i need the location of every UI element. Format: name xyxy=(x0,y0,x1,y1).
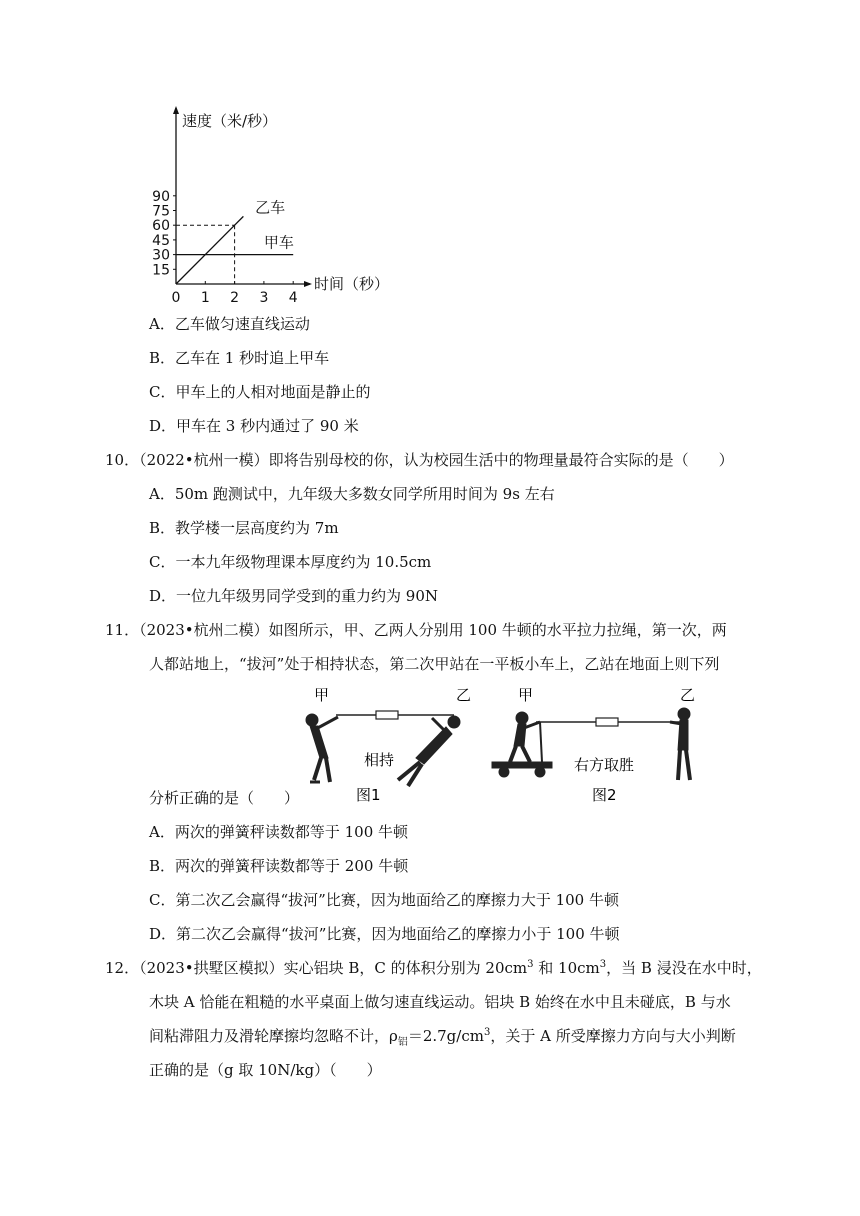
fig1-caption: 图1 xyxy=(356,786,381,804)
y-tick-label: 30 xyxy=(152,247,170,264)
q12-stem-line4: 正确的是（g 取 10N/kg）（ ） xyxy=(149,1061,382,1079)
q9-option-d: D．甲车在 3 秒内通过了 90 米 xyxy=(149,417,359,435)
q12-stem-line2: 木块 A 恰能在粗糙的水平桌面上做匀速直线运动。铝块 B 始终在水中且未碰底，B 与水 xyxy=(149,993,731,1011)
y-axis-title: 速度（米/秒） xyxy=(182,112,278,130)
q11-option-a: A．两次的弹簧秤读数都等于 100 牛顿 xyxy=(149,823,409,841)
series-label-yi: 乙车 xyxy=(255,198,286,217)
x-tick-label: 4 xyxy=(288,290,298,305)
q11-option-b: B．两次的弹簧秤读数都等于 200 牛顿 xyxy=(149,857,409,875)
q9-option-c: C．甲车上的人相对地面是静止的 xyxy=(149,383,371,401)
person-yi-icon xyxy=(398,716,460,786)
person-yi-standing-icon xyxy=(670,708,690,780)
fig2-person-yi-label: 乙 xyxy=(680,686,696,704)
fig1-person-yi-label: 乙 xyxy=(456,686,472,704)
q11-stem-line3: 分析正确的是（ ） xyxy=(149,789,300,807)
q11-option-c: C．第二次乙会赢得“拔河”比赛，因为地面给乙的摩擦力大于 100 牛顿 xyxy=(149,891,619,909)
fig2-status-label: 右方取胜 xyxy=(574,756,635,774)
fig2-person-jia-label: 甲 xyxy=(518,686,534,704)
x-tick-label: 1 xyxy=(200,290,210,305)
q9-option-b: B．乙车在 1 秒时追上甲车 xyxy=(149,349,330,367)
series-label-jia: 甲车 xyxy=(263,233,294,252)
spring-scale-icon xyxy=(596,718,618,726)
tug-of-war-figure xyxy=(296,682,716,810)
x-tick-label: 0 xyxy=(171,290,181,305)
q11-stem-line2: 人都站地上，“拔河”处于相持状态，第二次甲站在一平板小车上，乙站在地面上则下列 xyxy=(149,655,720,673)
q9-option-a: A．乙车做匀速直线运动 xyxy=(149,315,310,333)
figure-2 xyxy=(492,686,695,804)
fig1-person-jia-label: 甲 xyxy=(314,686,330,704)
q10-option-a: A．50m 跑测试中，九年级大多数女同学所用时间为 9s 左右 xyxy=(149,485,555,503)
q10-option-c: C．一本九年级物理课本厚度约为 10.5cm xyxy=(149,553,432,571)
q10-stem: 10．（2022•杭州一模）即将告别母校的你，认为校园生活中的物理量最符合实际的是（ ） xyxy=(105,451,734,469)
chart-plot-area xyxy=(152,106,389,305)
q11-stem-line1: 11．（2023•杭州二模）如图所示，甲、乙两人分别用 100 牛顿的水平拉力拉绳，第一次，两 xyxy=(105,621,727,639)
q12-stem-line3: 间粘滞阻力及滑轮摩擦均忽略不计，$\rho_铝=2.7g/cm^3$，关于 A 所受摩擦力方向与大小判断 xyxy=(149,1027,736,1048)
spring-scale-icon xyxy=(376,711,398,719)
y-tick-label: 45 xyxy=(152,232,170,249)
x-tick-label: 3 xyxy=(259,290,269,305)
y-tick-label: 75 xyxy=(152,203,170,220)
x-axis-arrow-icon xyxy=(304,281,312,287)
series-line-1 xyxy=(176,216,243,284)
y-axis-arrow-icon xyxy=(173,106,179,114)
figure-1 xyxy=(306,686,471,804)
fig1-status-label: 相持 xyxy=(364,751,395,769)
velocity-time-chart xyxy=(140,100,400,305)
fig2-caption: 图2 xyxy=(592,786,617,804)
person-jia-icon xyxy=(306,714,338,782)
q10-option-d: D．一位九年级男同学受到的重力约为 90N xyxy=(149,587,439,605)
q12-stem-line1: 12．（2023•拱墅区模拟）实心铝块 B，C 的体积分别为 $20cm^3$ 和 $10cm^3$，当 B 浸没在水中时， xyxy=(105,959,762,977)
q11-option-d: D．第二次乙会赢得“拔河”比赛，因为地面给乙的摩擦力小于 100 牛顿 xyxy=(149,925,620,943)
x-axis-title: 时间（秒） xyxy=(314,275,390,293)
y-tick-label: 60 xyxy=(152,218,170,235)
q10-option-b: B．教学楼一层高度约为 7m xyxy=(149,519,339,537)
y-tick-label: 90 xyxy=(152,188,170,205)
x-tick-label: 2 xyxy=(230,290,240,305)
y-tick-label: 15 xyxy=(152,262,170,279)
